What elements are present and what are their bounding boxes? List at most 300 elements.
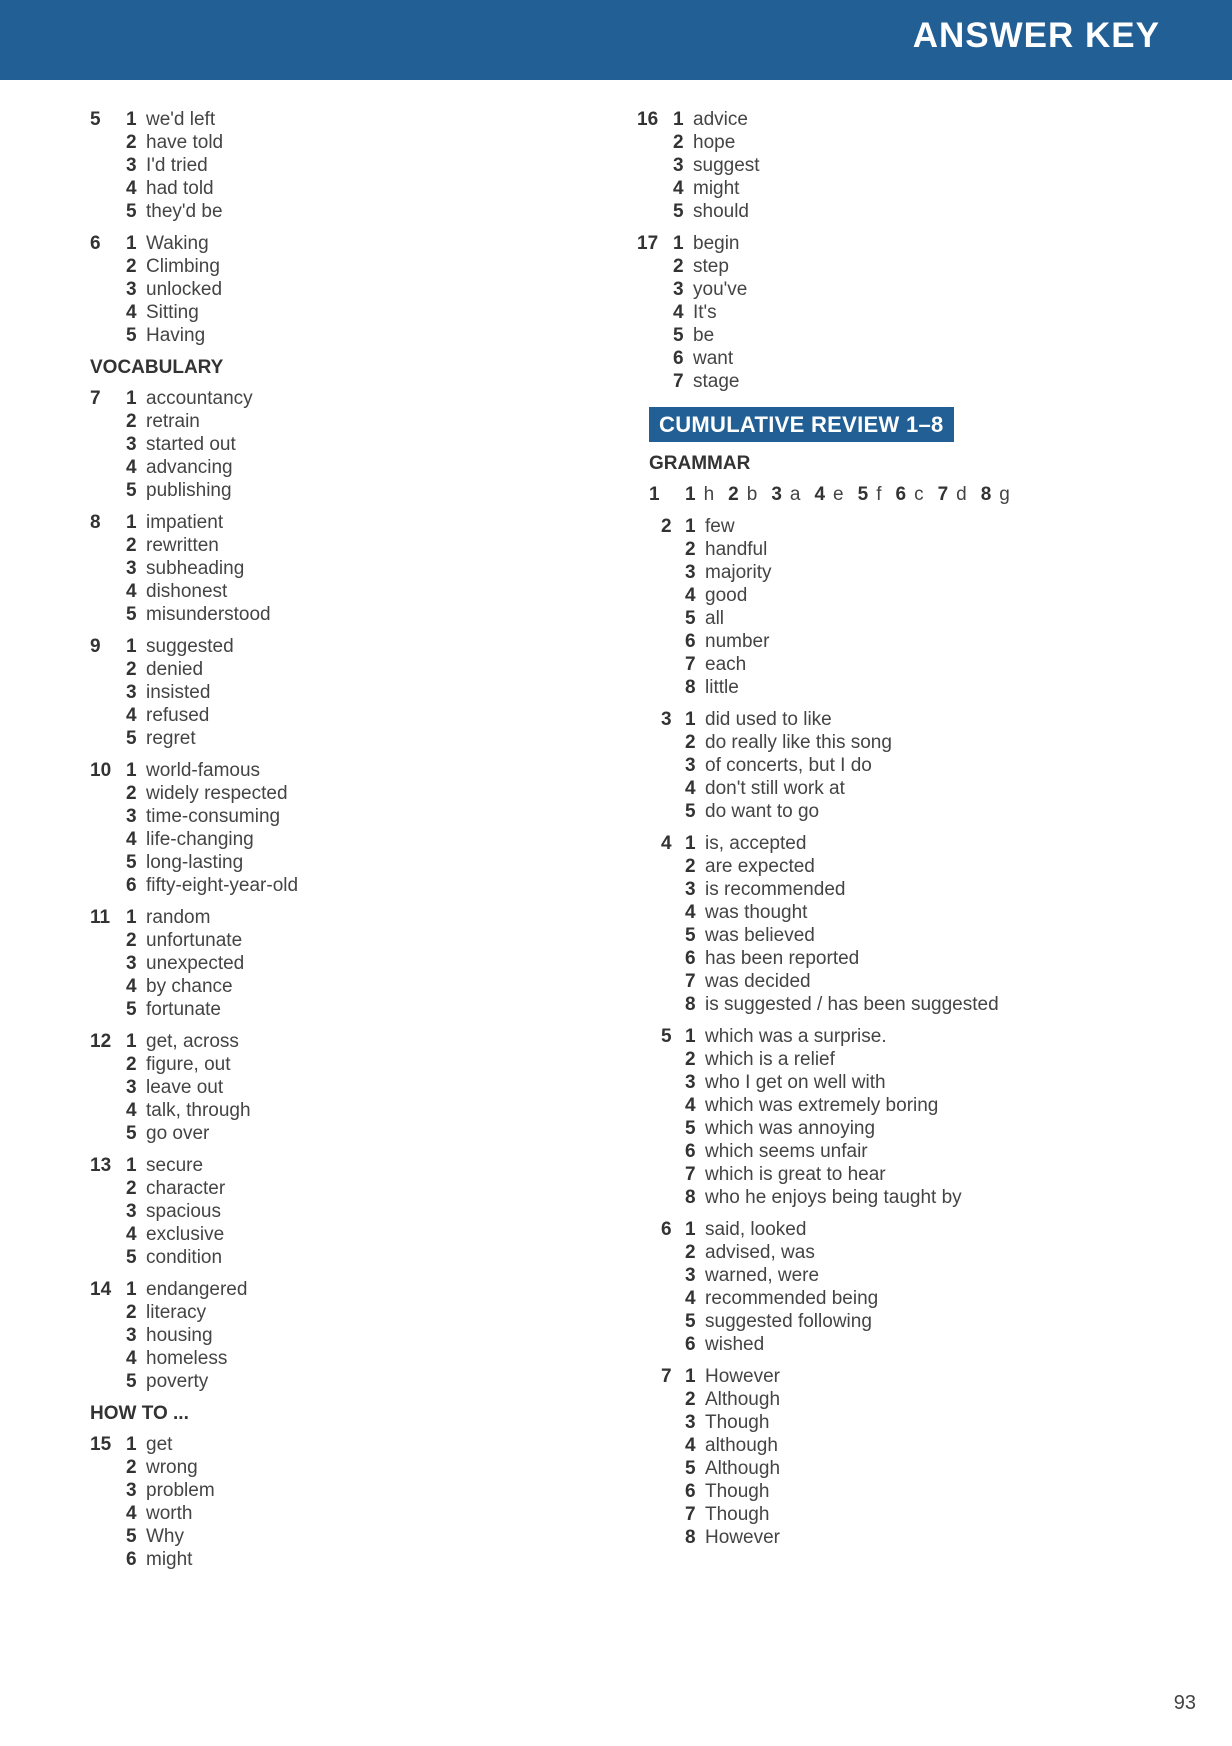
answer-text: time-consuming: [146, 806, 281, 827]
answer-number: 3: [126, 953, 137, 974]
answer-text: g: [999, 484, 1010, 505]
answer-item: [685, 832, 1177, 855]
answer-number: 1: [685, 833, 696, 854]
answer-text: advised, was: [705, 1242, 815, 1263]
answer-item: [126, 782, 610, 805]
answer-text: Though: [705, 1412, 770, 1433]
answer-number: 4: [126, 976, 137, 997]
answer-text: Why: [146, 1526, 184, 1547]
answer-number: 4: [685, 778, 696, 799]
answer-number: 8: [980, 484, 992, 505]
answer-item: [126, 387, 610, 410]
answer-number: 3: [685, 879, 696, 900]
answer-number: 4: [685, 1435, 696, 1456]
answer-text: publishing: [146, 480, 232, 501]
answer-number: 4: [126, 302, 137, 323]
answer-number: 1: [685, 709, 696, 730]
answer-text: e: [833, 484, 844, 505]
answer-number: 5: [126, 201, 137, 222]
answer-number: 3: [685, 1412, 696, 1433]
answer-text: who he enjoys being taught by: [705, 1187, 962, 1208]
answer-text: you've: [693, 279, 748, 300]
answer-number: 7: [685, 971, 696, 992]
inline-answer-item: [938, 483, 967, 506]
answer-item: [126, 1502, 610, 1525]
answer-number: 3: [126, 806, 137, 827]
answer-text: which seems unfair: [705, 1141, 868, 1162]
answer-item: [685, 561, 1177, 584]
answer-text: suggested: [146, 636, 234, 657]
answer-text: a: [789, 484, 801, 505]
answer-item: [126, 1433, 610, 1456]
answer-item: [126, 1324, 610, 1347]
answer-text: impatient: [146, 512, 224, 533]
answer-number: 2: [126, 1302, 137, 1323]
answer-number: 2: [126, 1178, 137, 1199]
answer-text: literacy: [146, 1302, 207, 1323]
answer-text: hope: [693, 132, 736, 153]
inline-answer-item: [895, 483, 923, 506]
answer-number: 6: [895, 484, 907, 505]
answer-number: 5: [685, 1118, 696, 1139]
answer-text: widely respected: [146, 783, 288, 804]
answer-number: 1: [126, 233, 137, 254]
answer-text: Having: [146, 325, 206, 346]
answer-text: suggest: [693, 155, 760, 176]
inline-answer-item: [685, 483, 714, 506]
answer-text: b: [746, 484, 758, 505]
answer-number: 2: [126, 659, 137, 680]
answer-item: [126, 108, 610, 131]
answer-number: 3: [126, 1077, 137, 1098]
exercise: [90, 108, 610, 223]
exercise: [637, 108, 1177, 223]
section-heading-grammar: GRAMMAR: [649, 453, 751, 474]
exercise-number: 7: [661, 1366, 672, 1387]
answer-item: [685, 1264, 1177, 1287]
answer-number: 7: [685, 1164, 696, 1185]
answer-item: [685, 607, 1177, 630]
page-number: 93: [1173, 1692, 1196, 1714]
answer-number: 1: [126, 1279, 137, 1300]
answer-number: 3: [673, 279, 684, 300]
answer-item: [126, 1122, 610, 1145]
answer-number: 4: [126, 457, 137, 478]
answer-text: should: [693, 201, 749, 222]
exercise: [90, 232, 610, 347]
answer-number: 6: [673, 348, 684, 369]
answer-number: 2: [126, 132, 137, 153]
answer-item: [685, 1333, 1177, 1356]
exercise: [637, 232, 1177, 393]
answer-item: [685, 1434, 1177, 1457]
answer-text: dishonest: [146, 581, 228, 602]
answer-text: begin: [693, 233, 740, 254]
answer-number: 1: [673, 233, 684, 254]
answer-text: was thought: [705, 902, 808, 923]
answer-number: 3: [771, 484, 782, 505]
answer-number: 4: [673, 302, 684, 323]
answer-text: suggested following: [705, 1311, 872, 1332]
answer-text: all: [705, 608, 725, 629]
answer-text: poverty: [146, 1371, 209, 1392]
answer-number: 4: [126, 581, 137, 602]
answer-item: [126, 681, 610, 704]
answer-number: 8: [685, 1187, 696, 1208]
answer-number: 3: [673, 155, 684, 176]
answer-item: [126, 534, 610, 557]
answer-text: accountancy: [146, 388, 253, 409]
answer-number: 5: [126, 1123, 137, 1144]
answer-text: Although: [705, 1458, 781, 1479]
answer-number: 3: [126, 279, 137, 300]
exercise-number: 4: [661, 833, 672, 854]
answer-item: [126, 177, 610, 200]
answer-text: we'd left: [146, 109, 216, 130]
answer-text: who I get on well with: [705, 1072, 886, 1093]
answer-item: [126, 1548, 610, 1571]
answer-number: 5: [685, 608, 696, 629]
answer-item: [685, 1048, 1177, 1071]
left-column: [90, 108, 610, 1580]
inline-answer-row: [685, 483, 1177, 506]
answer-item: [126, 851, 610, 874]
answer-item: [126, 131, 610, 154]
answer-item: [126, 1030, 610, 1053]
answer-text: insisted: [146, 682, 211, 703]
exercise-number: 9: [90, 636, 101, 657]
answer-item: [673, 301, 1177, 324]
answer-item: [126, 433, 610, 456]
answer-text: has been reported: [705, 948, 860, 969]
answer-item: [685, 1117, 1177, 1140]
answer-text: be: [693, 325, 715, 346]
answer-text: of concerts, but I do: [705, 755, 872, 776]
answer-text: handful: [705, 539, 768, 560]
answer-text: majority: [705, 562, 772, 583]
answer-text: Sitting: [146, 302, 199, 323]
answer-item: [126, 255, 610, 278]
answer-item: [126, 759, 610, 782]
answer-text: subheading: [146, 558, 245, 579]
answer-item: [126, 1456, 610, 1479]
answer-number: 5: [126, 1247, 137, 1268]
section-heading-vocabulary: VOCABULARY: [90, 357, 224, 378]
answer-number: 6: [126, 875, 137, 896]
answer-number: 2: [685, 856, 696, 877]
answer-item: [685, 1025, 1177, 1048]
answer-text: do want to go: [705, 801, 820, 822]
answer-item: [673, 324, 1177, 347]
answer-text: was believed: [705, 925, 815, 946]
answer-number: 3: [126, 1201, 137, 1222]
answer-text: homeless: [146, 1348, 228, 1369]
answer-number: 3: [126, 1480, 137, 1501]
answer-number: 8: [685, 677, 696, 698]
left-exercises-vocabulary: [90, 387, 610, 1393]
answer-item: [126, 154, 610, 177]
answer-text: exclusive: [146, 1224, 225, 1245]
answer-number: 5: [685, 1458, 696, 1479]
answer-number: 5: [857, 484, 869, 505]
answer-number: 6: [685, 948, 696, 969]
exercise-number: 5: [90, 109, 101, 130]
answer-item: [685, 1140, 1177, 1163]
answer-number: 7: [937, 484, 949, 505]
answer-text: retrain: [146, 411, 200, 432]
answer-text: random: [146, 907, 211, 928]
answer-item: [685, 878, 1177, 901]
answer-text: Climbing: [146, 256, 220, 277]
answer-item: [685, 676, 1177, 699]
answer-text: get: [146, 1434, 173, 1455]
cumulative-review-banner: CUMULATIVE REVIEW 1–8: [649, 407, 954, 442]
inline-answer-item: [858, 483, 882, 506]
answer-item: [126, 557, 610, 580]
inline-answer-item: [771, 483, 800, 506]
answer-text: which was extremely boring: [705, 1095, 939, 1116]
answer-number: 2: [673, 256, 684, 277]
answer-text: advice: [693, 109, 748, 130]
answer-item: [673, 232, 1177, 255]
answer-number: 1: [685, 1219, 696, 1240]
answer-item: [685, 754, 1177, 777]
answer-item: [685, 1241, 1177, 1264]
exercise: [649, 832, 1177, 1016]
answer-item: [126, 278, 610, 301]
answer-text: secure: [146, 1155, 204, 1176]
answer-number: 4: [126, 1503, 137, 1524]
right-column: [637, 108, 1177, 1558]
answer-number: 4: [126, 829, 137, 850]
answer-text: However: [705, 1366, 780, 1387]
answer-number: 6: [685, 1334, 696, 1355]
answer-number: 3: [685, 755, 696, 776]
answer-item: [673, 200, 1177, 223]
answer-number: 4: [126, 705, 137, 726]
answer-number: 2: [685, 1389, 696, 1410]
exercise: [90, 906, 610, 1021]
answer-item: [126, 232, 610, 255]
answer-item: [126, 658, 610, 681]
answer-item: [126, 1154, 610, 1177]
answer-item: [673, 154, 1177, 177]
answer-item: [126, 1099, 610, 1122]
answer-item: [685, 538, 1177, 561]
answer-text: said, looked: [705, 1219, 807, 1240]
answer-number: 2: [126, 1054, 137, 1075]
answer-text: which is a relief: [705, 1049, 835, 1070]
left-exercises-how-to: [90, 1433, 610, 1571]
answer-item: [685, 1365, 1177, 1388]
answer-item: [685, 1218, 1177, 1241]
answer-text: go over: [146, 1123, 210, 1144]
answer-number: 2: [126, 411, 137, 432]
answer-number: 3: [126, 558, 137, 579]
answer-number: 6: [685, 631, 696, 652]
answer-item: [126, 929, 610, 952]
answer-text: which was a surprise.: [705, 1026, 887, 1047]
answer-text: Though: [705, 1481, 770, 1502]
exercise: [90, 1154, 610, 1269]
answer-item: [685, 1457, 1177, 1480]
answer-number: 1: [126, 760, 137, 781]
answer-item: [126, 410, 610, 433]
answer-item: [126, 906, 610, 929]
answer-number: 5: [126, 999, 137, 1020]
answer-text: want: [693, 348, 734, 369]
answer-item: [126, 952, 610, 975]
answer-number: 1: [126, 907, 137, 928]
answer-text: number: [705, 631, 770, 652]
answer-text: h: [703, 484, 715, 505]
answer-number: 4: [673, 178, 684, 199]
right-exercises-top: [637, 108, 1177, 393]
answer-number: 4: [685, 1095, 696, 1116]
exercise-number: 16: [637, 109, 659, 130]
exercise-number: 6: [661, 1219, 672, 1240]
answer-text: d: [956, 484, 967, 505]
answer-number: 7: [673, 371, 684, 392]
answer-text: wished: [705, 1334, 765, 1355]
answer-text: might: [693, 178, 740, 199]
answer-number: 4: [126, 1348, 137, 1369]
exercise: [90, 1030, 610, 1145]
answer-text: c: [914, 484, 924, 505]
answer-item: [126, 1278, 610, 1301]
exercise-number: 3: [661, 709, 672, 730]
answer-text: recommended being: [705, 1288, 879, 1309]
exercise-number: 6: [90, 233, 101, 254]
answer-number: 5: [685, 925, 696, 946]
answer-number: 8: [685, 994, 696, 1015]
answer-text: condition: [146, 1247, 223, 1268]
answer-item: [685, 630, 1177, 653]
exercise: [90, 1278, 610, 1393]
answer-number: 5: [126, 1526, 137, 1547]
exercise-number: 2: [661, 516, 672, 537]
answer-number: 5: [126, 728, 137, 749]
answer-text: don't still work at: [705, 778, 845, 799]
answer-item: [126, 456, 610, 479]
answer-number: 1: [126, 636, 137, 657]
answer-text: Though: [705, 1504, 770, 1525]
answer-number: 4: [685, 902, 696, 923]
exercise: [649, 515, 1177, 699]
answer-item: [126, 479, 610, 502]
left-exercises-grammar: [90, 108, 610, 347]
answer-item: [673, 177, 1177, 200]
answer-text: leave out: [146, 1077, 224, 1098]
answer-number: 5: [126, 604, 137, 625]
answer-item: [126, 704, 610, 727]
page-header: [0, 0, 1232, 80]
answer-text: although: [705, 1435, 778, 1456]
answer-item: [126, 874, 610, 897]
answer-number: 2: [126, 783, 137, 804]
exercise: [90, 759, 610, 897]
answer-number: 3: [685, 1072, 696, 1093]
answer-number: 2: [126, 535, 137, 556]
answer-item: [685, 1287, 1177, 1310]
answer-text: denied: [146, 659, 204, 680]
exercise: [649, 1025, 1177, 1209]
answer-text: I'd tried: [146, 155, 208, 176]
answer-number: 5: [126, 480, 137, 501]
answer-item: [685, 653, 1177, 676]
answer-text: f: [876, 484, 882, 505]
answer-text: each: [705, 654, 747, 675]
answer-text: get, across: [146, 1031, 239, 1052]
answer-item: [685, 947, 1177, 970]
answer-text: fortunate: [146, 999, 221, 1020]
exercise: [90, 511, 610, 626]
answer-item: [685, 970, 1177, 993]
exercise: [649, 708, 1177, 823]
exercise-number: 7: [90, 388, 101, 409]
answer-number: 8: [685, 1527, 696, 1548]
answer-text: stage: [693, 371, 740, 392]
answer-item: [685, 855, 1177, 878]
answer-item: [685, 1503, 1177, 1526]
exercise-number: 14: [90, 1279, 112, 1300]
answer-item: [126, 1347, 610, 1370]
answer-item: [673, 131, 1177, 154]
exercise-inline: [649, 483, 1177, 506]
answer-item: [685, 1310, 1177, 1333]
answer-item: [126, 1370, 610, 1393]
answer-number: 4: [685, 1288, 696, 1309]
answer-number: 5: [126, 1371, 137, 1392]
answer-item: [673, 278, 1177, 301]
answer-text: worth: [146, 1503, 193, 1524]
answer-text: started out: [146, 434, 236, 455]
answer-number: 5: [685, 801, 696, 822]
answer-number: 1: [126, 388, 137, 409]
answer-text: Waking: [146, 233, 209, 254]
exercise-number: 11: [90, 907, 111, 928]
answer-item: [685, 1163, 1177, 1186]
answer-item: [126, 635, 610, 658]
answer-item: [126, 1301, 610, 1324]
answer-text: character: [146, 1178, 226, 1199]
answer-number: 2: [685, 732, 696, 753]
answer-text: did used to like: [705, 709, 832, 730]
answer-number: 1: [126, 1434, 137, 1455]
answer-number: 1: [126, 1031, 137, 1052]
answer-item: [685, 1411, 1177, 1434]
answer-text: world-famous: [146, 760, 261, 781]
right-exercises-grammar: [649, 515, 1177, 1549]
answer-text: which is great to hear: [705, 1164, 886, 1185]
exercise-number: 1: [649, 484, 660, 505]
answer-text: figure, out: [146, 1054, 231, 1075]
answer-item: [673, 108, 1177, 131]
answer-item: [126, 603, 610, 626]
answer-text: spacious: [146, 1201, 221, 1222]
answer-text: life-changing: [146, 829, 254, 850]
answer-item: [685, 1526, 1177, 1549]
answer-number: 2: [126, 256, 137, 277]
answer-item: [685, 731, 1177, 754]
answer-number: 6: [685, 1141, 696, 1162]
answer-number: 4: [685, 585, 696, 606]
answer-number: 4: [126, 1100, 137, 1121]
answer-number: 7: [685, 654, 696, 675]
exercise-number: 15: [90, 1434, 112, 1455]
answer-text: good: [705, 585, 748, 606]
answer-text: unlocked: [146, 279, 223, 300]
